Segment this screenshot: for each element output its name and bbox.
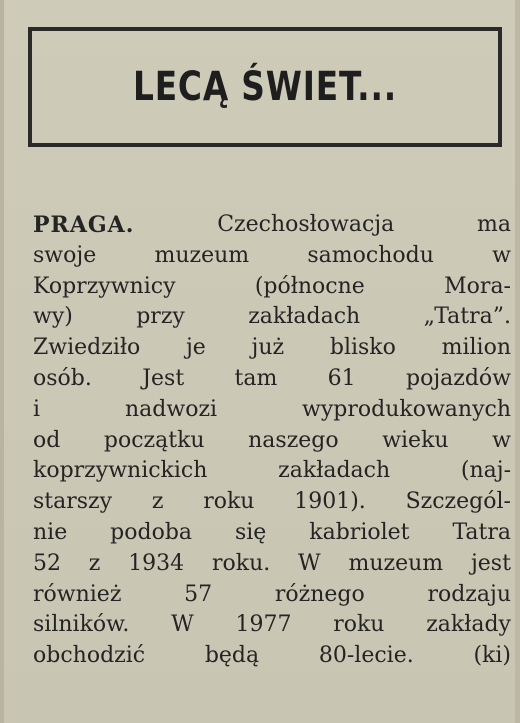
article-word: osób. <box>33 365 92 391</box>
article-word: ma <box>477 212 511 237</box>
clipping-right-edge <box>515 0 520 723</box>
article-word: 80-lecie. <box>318 643 414 669</box>
article-word: 1977 <box>235 612 292 638</box>
article-line <box>33 518 511 549</box>
article-word: 1934 <box>128 550 185 576</box>
article-line <box>33 456 511 487</box>
article-word: również <box>33 581 122 607</box>
article-word: w <box>492 242 511 268</box>
article-word: 52 <box>33 550 61 576</box>
article-word: milion <box>441 335 511 361</box>
article-word: już <box>251 335 285 361</box>
article-word: Koprzywnicy <box>33 273 176 299</box>
dateline: PRAGA. <box>33 212 135 238</box>
article-word: Tatra <box>452 519 511 545</box>
article-word: silników. <box>33 612 130 638</box>
article-line <box>33 426 511 457</box>
article-word: kabriolet <box>309 519 410 545</box>
article-line <box>33 333 511 364</box>
article-word: różnego <box>274 581 365 607</box>
article-word: Szczegól‑ <box>405 489 511 515</box>
article-line <box>33 549 511 580</box>
article-word: pojazdów <box>405 365 511 391</box>
article-line <box>33 210 511 241</box>
article-word: nadwozi <box>125 396 218 422</box>
article-word: (ki) <box>473 643 511 669</box>
clipping-left-edge <box>0 0 4 723</box>
article-word: obchodzić <box>33 643 146 669</box>
article-line <box>33 272 511 303</box>
headline: LECĄ ŚWIET... <box>132 64 398 110</box>
article-word: z <box>88 550 101 576</box>
article-word: rodzaju <box>427 581 511 607</box>
article-word: „Tatra”. <box>423 304 511 330</box>
article-word: koprzywnickich <box>33 458 208 484</box>
article-word: zakładach <box>248 304 361 330</box>
article-word: wieku <box>382 427 449 453</box>
article-word: je <box>185 335 206 361</box>
article-line <box>33 641 511 672</box>
article-word: początku <box>103 427 205 453</box>
headline-frame <box>28 27 502 147</box>
article-word: w <box>492 427 511 453</box>
article-word: zakładach <box>278 458 391 484</box>
article-word: przy <box>136 304 185 330</box>
article-line <box>33 395 511 426</box>
article-word: (północne <box>254 273 365 299</box>
article-line <box>33 487 511 518</box>
article-word: 1901). <box>294 489 366 515</box>
article-line <box>33 610 511 641</box>
article-line <box>33 364 511 395</box>
article-line <box>33 580 511 611</box>
article-word: 61 <box>327 365 356 391</box>
article-line <box>33 241 511 272</box>
article-word: będą <box>204 643 260 669</box>
article-word: 57 <box>184 581 213 607</box>
article-word: wy) <box>33 304 73 330</box>
article-word: W <box>171 612 194 638</box>
article-word: tam <box>234 365 278 391</box>
article-word: roku. <box>211 550 271 576</box>
article-word: Czechosłowacja <box>217 212 395 237</box>
article-word: Zwiedziło <box>33 335 141 361</box>
article-word: Jest <box>142 365 185 391</box>
article-word: z <box>151 489 164 515</box>
article-word: roku <box>333 612 385 638</box>
article-word: roku <box>203 489 255 515</box>
article-body <box>33 210 511 672</box>
article-word: blisko <box>329 335 396 361</box>
article-word: się <box>234 519 267 545</box>
article-word: i <box>33 396 41 422</box>
article-word: naszego <box>248 427 339 453</box>
article-word: Mora- <box>444 273 511 299</box>
article-word: wyprodukowanych <box>302 396 511 422</box>
article-word: nie <box>33 519 68 545</box>
article-word: jest <box>470 550 511 576</box>
article-word: samochodu <box>307 242 434 268</box>
article-word: W <box>298 550 321 576</box>
article-word: muzeum <box>348 550 444 576</box>
article-word: muzeum <box>154 242 250 268</box>
article-word: starszy <box>33 489 113 515</box>
article-word: podoba <box>110 519 193 545</box>
article-word: swoje <box>33 242 97 268</box>
article-word: od <box>33 427 61 453</box>
article-word: (naj- <box>460 458 511 484</box>
article-line <box>33 302 511 333</box>
article-word: zakłady <box>426 612 511 638</box>
